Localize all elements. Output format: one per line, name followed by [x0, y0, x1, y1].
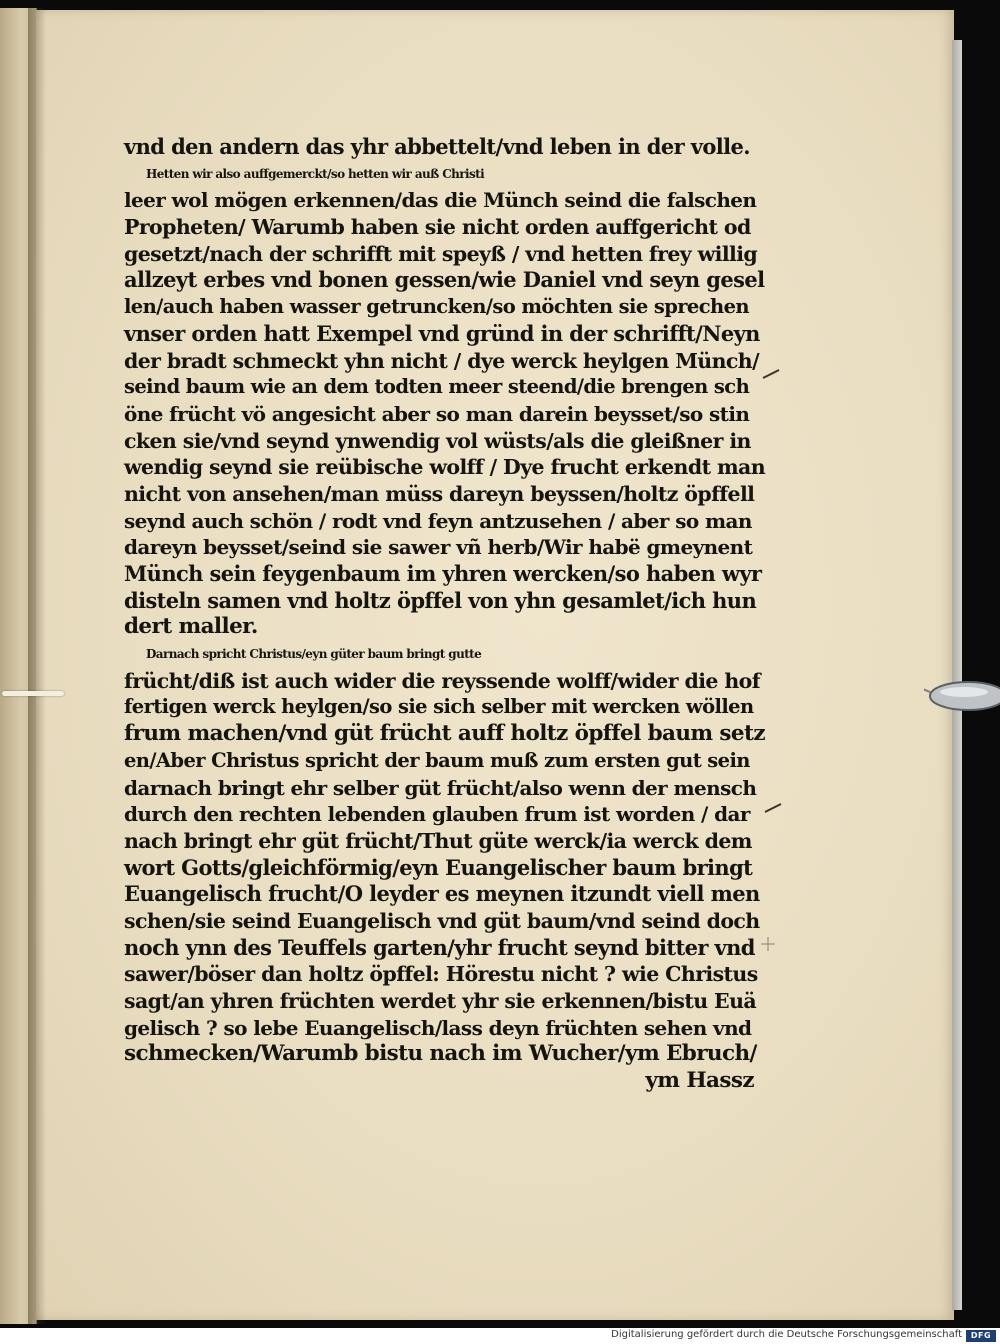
- text-line: schen/sie seind Euangelisch vnd güt baum/vnd seind doch: [124, 908, 760, 933]
- binding-thread: [0, 680, 70, 708]
- text-line: seynd auch schön / rodt vnd feyn antzusehen / aber so man: [124, 508, 752, 533]
- page-pin-icon: [924, 674, 1000, 720]
- margin-dash-icon: [760, 366, 782, 382]
- text-line: wendig seynd sie reübische wolff / Dye frucht erkendt man: [124, 455, 766, 480]
- text-line: disteln samen vnd holtz öpffel von yhn gesamlet/ich hun: [124, 587, 757, 613]
- text-line: dareyn beysset/seind sie sawer vñ herb/Wir habë gmeynent: [124, 535, 753, 560]
- text-line: öne frücht vö angesicht aber so man darein beysset/so stin: [124, 401, 750, 426]
- text-line: vnd den andern das yhr abbettelt/vnd leben in der volle.: [124, 134, 751, 159]
- text-line: wort Gotts/gleichförmig/eyn Euangelischer baum bringt: [124, 854, 753, 880]
- text-line: Darnach spricht Christus/eyn güter baum bringt gutte: [146, 647, 482, 662]
- dfg-logo: DFG: [966, 1330, 996, 1342]
- text-line: noch ynn des Teuffels garten/yhr frucht seynd bitter vnd: [124, 934, 755, 960]
- text-line: nicht von ansehen/man müss dareyn beyssen/holtz öpffell: [124, 481, 755, 506]
- text-line: sawer/böser dan holtz öpffel: Hörestu nicht ? wie Christus: [124, 962, 758, 987]
- text-line: vnser orden hatt Exempel vnd gründ in der schrifft/Neyn: [124, 320, 760, 346]
- funding-credit: Digitalisierung gefördert durch die Deutsche Forschungsgemeinschaft: [611, 1329, 962, 1340]
- text-line: Propheten/ Warumb haben sie nicht orden auffgericht od: [124, 215, 751, 240]
- text-line: Euangelisch frucht/O leyder es meynen itzundt viell men: [124, 881, 760, 907]
- margin-cross-icon: [760, 936, 776, 952]
- text-line: cken sie/vnd seynd ynwendig vol wüsts/als die gleißner in: [124, 428, 751, 453]
- text-line: frum machen/vnd güt frücht auff holtz öpffel baum setz: [124, 721, 765, 747]
- text-line: seind baum wie an dem todten meer steend/die brengen sch: [124, 375, 750, 399]
- catchword: ym Hassz: [645, 1068, 754, 1094]
- text-line: dert maller.: [124, 614, 258, 640]
- text-line: durch den rechten lebenden glauben frum ist worden / dar: [124, 802, 750, 827]
- text-line: schmecken/Warumb bistu nach im Wucher/ym Ebruch/: [124, 1041, 757, 1067]
- text-line: Münch sein feygenbaum im yhren wercken/so haben wyr: [124, 561, 762, 586]
- text-line: sagt/an yhren früchten werdet yhr sie erkennen/bistu Euä: [124, 989, 757, 1013]
- text-line: nach bringt ehr güt frücht/Thut güte werck/ia werck dem: [124, 828, 752, 853]
- text-line: gelisch ? so lebe Euangelisch/lass deyn früchten sehen vnd: [124, 1015, 752, 1040]
- text-line: len/auch haben wasser getruncken/so möchten sie sprechen: [124, 295, 749, 319]
- text-line: en/Aber Christus spricht der baum muß zum ersten gut sein: [124, 748, 750, 772]
- thread-strand: [2, 691, 64, 696]
- gutter-shadow: [28, 8, 46, 1324]
- text-line: allzeyt erbes vnd bonen gessen/wie Daniel vnd seyn gesel: [124, 267, 765, 293]
- text-line: der bradt schmeckt yhn nicht / dye werck heylgen Münch/: [124, 348, 759, 373]
- text-line: frücht/diß ist auch wider die reyssende wolff/wider die hof: [124, 668, 760, 693]
- text-line: gesetzt/nach der schrifft mit speyß / vnd hetten frey willig: [124, 241, 758, 266]
- text-line: darnach bringt ehr selber güt frücht/also wenn der mensch: [124, 775, 757, 800]
- print-text: [124, 134, 764, 1095]
- text-line: Hetten wir also auffgemerckt/so hetten wir auß Christi: [146, 166, 485, 181]
- footer-bar: [0, 1328, 1000, 1344]
- margin-dash-icon: [762, 800, 784, 816]
- text-line: leer wol mögen erkennen/das die Münch seind die falschen: [124, 188, 757, 213]
- text-line: fertigen werck heylgen/so sie sich selber mit wercken wöllen: [124, 695, 754, 719]
